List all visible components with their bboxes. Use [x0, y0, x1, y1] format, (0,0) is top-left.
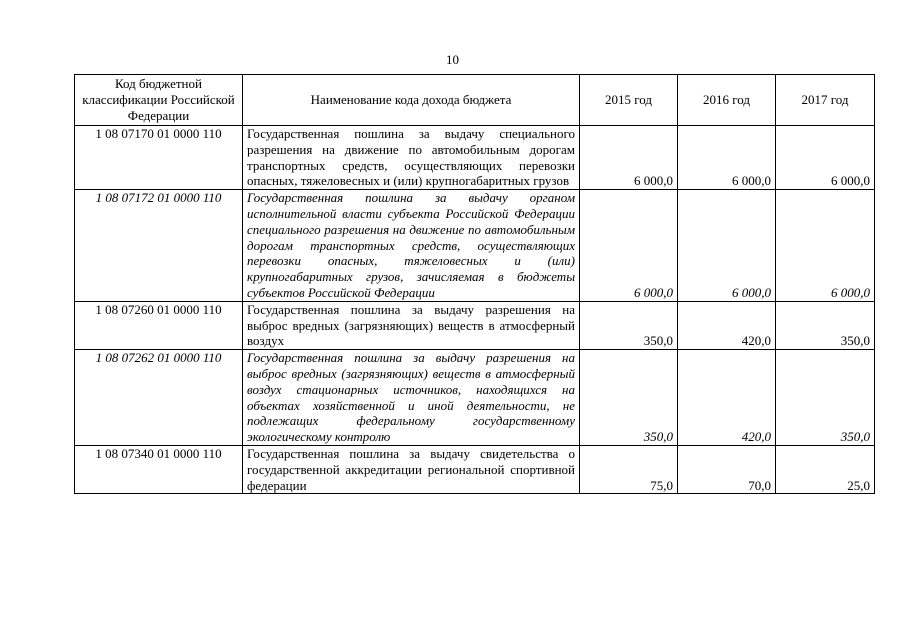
- value-2017-cell: 6 000,0: [776, 126, 875, 190]
- value-2016-cell: 6 000,0: [678, 126, 776, 190]
- budget-code-cell: 1 08 07172 01 0000 110: [75, 190, 243, 302]
- value-2017-cell: 25,0: [776, 445, 875, 493]
- table-header-row: [75, 75, 875, 126]
- header-2016: 2016 год: [678, 75, 776, 126]
- revenue-name-cell: Государственная пошлина за выдачу специального разрешения на движение по автомобильным дорогам транспортных средств, осуществляющих перевозки опасных, тяжеловесных и (или) крупногабаритных грузов: [243, 126, 580, 190]
- table-row: [75, 301, 875, 349]
- table-row: [75, 350, 875, 446]
- value-2016-cell: 70,0: [678, 445, 776, 493]
- budget-code-cell: 1 08 07340 01 0000 110: [75, 445, 243, 493]
- revenue-name-cell: Государственная пошлина за выдачу органом исполнительной власти субъекта Российской Федерации специального разрешения на движение по автомобильным дорогам транспортных средств, осуществляющих перевозки опасных, тяжеловесных и (или) крупногабаритных грузов, зачисляемая в бюджеты субъектов Российской Федерации: [243, 190, 580, 302]
- budget-code-cell: 1 08 07262 01 0000 110: [75, 350, 243, 446]
- value-2016-cell: 420,0: [678, 350, 776, 446]
- value-2017-cell: 6 000,0: [776, 190, 875, 302]
- table-row: [75, 126, 875, 190]
- header-2015: 2015 год: [580, 75, 678, 126]
- page-number: 10: [446, 52, 459, 67]
- header-2017: 2017 год: [776, 75, 875, 126]
- revenue-name-cell: Государственная пошлина за выдачу разрешения на выброс вредных (загрязняющих) веществ в атмосферный воздух стационарных источников, находящихся на объектах хозяйственной и иной деятельности, не подлежащих федеральному государственному экологическому контролю: [243, 350, 580, 446]
- revenue-name-cell: Государственная пошлина за выдачу разрешения на выброс вредных (загрязняющих) веществ в атмосферный воздух: [243, 301, 580, 349]
- value-2017-cell: 350,0: [776, 301, 875, 349]
- value-2015-cell: 6 000,0: [580, 190, 678, 302]
- value-2016-cell: 420,0: [678, 301, 776, 349]
- value-2017-cell: 350,0: [776, 350, 875, 446]
- value-2016-cell: 6 000,0: [678, 190, 776, 302]
- budget-revenue-table: [74, 74, 875, 494]
- value-2015-cell: 6 000,0: [580, 126, 678, 190]
- value-2015-cell: 350,0: [580, 350, 678, 446]
- revenue-name-cell: Государственная пошлина за выдачу свидетельства о государственной аккредитации региональной спортивной федерации: [243, 445, 580, 493]
- budget-code-cell: 1 08 07170 01 0000 110: [75, 126, 243, 190]
- value-2015-cell: 350,0: [580, 301, 678, 349]
- table-row: [75, 190, 875, 302]
- value-2015-cell: 75,0: [580, 445, 678, 493]
- table-row: [75, 445, 875, 493]
- header-code: Код бюджетной классификации Российской Федерации: [75, 75, 243, 126]
- budget-code-cell: 1 08 07260 01 0000 110: [75, 301, 243, 349]
- header-name: Наименование кода дохода бюджета: [243, 75, 580, 126]
